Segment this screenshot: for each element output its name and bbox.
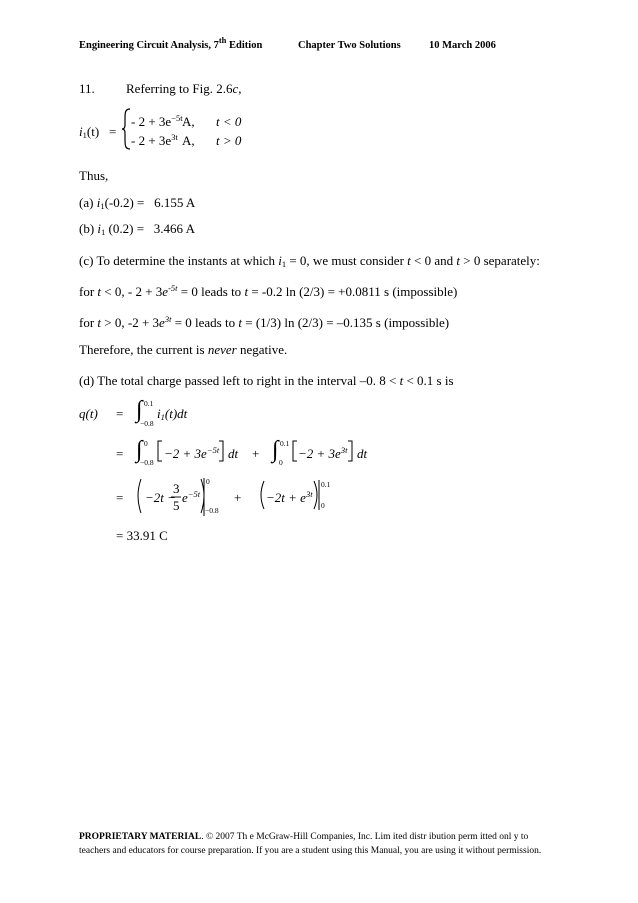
int3-upper: 0.1 — [280, 439, 290, 448]
row3-exp-term: $e^{-5t}$ — [182, 489, 201, 505]
int1-lower: −0.8 — [140, 419, 154, 428]
row3-frac-num: 3 — [173, 481, 180, 496]
piecewise-case2-cond: t > 0 — [216, 133, 242, 148]
int2-open-bracket — [157, 440, 163, 462]
result: = 33.91 C — [116, 528, 168, 543]
problem-number: 11. — [79, 81, 95, 96]
piecewise-case1-expr: - $2 + 3e^{-5t}$ — [131, 113, 183, 129]
integral-sign-3: ∫ — [272, 437, 279, 463]
int3-lower: 0 — [279, 458, 283, 467]
row3-lower-1: −0.8 — [205, 506, 219, 515]
int1-upper: 0.1 — [144, 399, 154, 408]
row3-plus: + — [234, 490, 242, 505]
integral-sign-2: ∫ — [136, 437, 143, 463]
piecewise-case2-expr: - $2 + 3e^{3t}$ — [131, 132, 178, 148]
thus-text: Thus, — [79, 168, 109, 183]
int2-close-bracket — [218, 440, 224, 462]
row3-lower-2: 0 — [321, 501, 325, 510]
part-c-line2: for t < 0, - $2 + 3e^{-5t} = 0$ leads to t = -0.2 ln (2/3) = +0.0811 s (impossible) — [79, 283, 458, 299]
row3-eval-bar-2 — [318, 480, 320, 510]
piecewise-equals: = — [109, 124, 117, 139]
part-b: (b) $i_1$ (0.2) = 3.466 A — [79, 221, 195, 237]
part-c-line1: (c) To determine the instants at which $i_1 = 0$, we must consider t < 0 and t > 0 separately: — [79, 253, 540, 269]
part-d-text: (d) The total charge passed left to right in the interval –0. 8 < t < 0.1 s is — [79, 373, 454, 388]
row3-frac-den: 5 — [173, 498, 180, 513]
row3-term-b: $-2t + e^{3t}$ — [266, 489, 313, 505]
header-book-title: Engineering Circuit Analysis, 7th Edition — [79, 35, 263, 51]
q-lhs: q(t) — [79, 406, 98, 421]
row3-equals: = — [116, 490, 124, 505]
footer-line-1: PROPRIETARY MATERIAL. © 2007 Th e McGraw-Hill Companies, Inc. Lim ited distr ibution perm itted onl y to — [79, 832, 529, 842]
footer-line-2: teachers and educators for course preparation. If you are a student using this Manual, you are using it without permission. — [79, 846, 542, 856]
int1-body: $i_1(t)dt$ — [157, 406, 188, 422]
part-c-line3: for t > 0, $-2 + 3e^{3t} = 0$ leads to t = (1/3) ln (2/3) = –0.135 s (impossible) — [79, 314, 450, 330]
row3-term-a: −2t − — [145, 490, 176, 505]
problem-intro: Referring to Fig. 2.6c, — [126, 81, 242, 96]
integral-sign-1: ∫ — [136, 397, 143, 423]
piecewise-case2-unit: A, — [182, 133, 195, 148]
int2-dt: dt — [228, 446, 239, 461]
int3-body: $-2 + 3e^{3t}$ — [298, 445, 348, 461]
int3-close-bracket — [347, 440, 353, 462]
piecewise-case1-cond: t < 0 — [216, 114, 242, 129]
row2-equals: = — [116, 446, 124, 461]
int3-dt: dt — [357, 446, 368, 461]
int2-body: $-2 + 3e^{-5t}$ — [164, 445, 220, 461]
part-a: (a) $i_1(-0.2)$ = 6.155 A — [79, 195, 196, 211]
row2-plus: + — [252, 446, 260, 461]
row3-upper-1: 0 — [206, 477, 210, 486]
int2-upper: 0 — [144, 439, 148, 448]
row3-open-paren-1 — [134, 478, 142, 514]
row3-open-paren-2 — [257, 480, 265, 510]
piecewise-lhs: $i_1(t)$ — [79, 124, 100, 140]
q-equals: = — [116, 406, 124, 421]
header-chapter: Chapter Two Solutions — [298, 40, 401, 51]
row3-upper-2: 0.1 — [321, 480, 331, 489]
header-date: 10 March 2006 — [429, 40, 496, 51]
piecewise-case1-unit: A, — [182, 114, 195, 129]
part-c-conclusion: Therefore, the current is never negative. — [79, 342, 288, 357]
int2-lower: −0.8 — [140, 458, 154, 467]
